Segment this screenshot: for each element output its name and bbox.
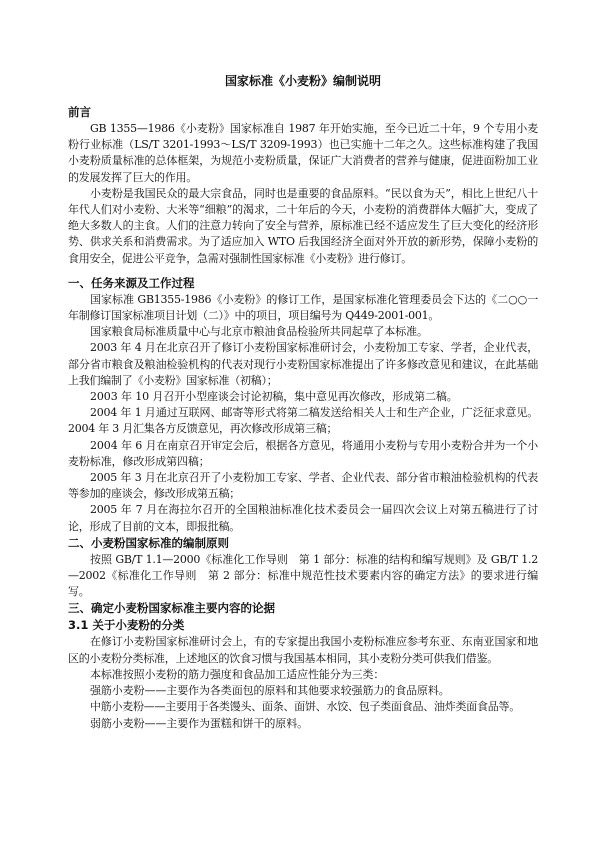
section31-paragraph-1: 在修订小麦粉国家标准研讨会上，有的专家提出我国小麦粉标准应参考东亚、东南亚国家和地区的小麦粉分类标准，上述地区的饮食习惯与我国基本相同，其小麦粉分类可供我们借鉴。 xyxy=(68,635,538,665)
section31-paragraph-4: 中筋小麦粉——主要用于各类馒头、面条、面饼、水饺、包子类面食品、油炸类面食品等。 xyxy=(90,700,520,714)
section31-heading: 3.1 关于小麦粉的分类 xyxy=(68,618,185,633)
section2-heading: 二、小麦粉国家标准的编制原则 xyxy=(68,535,229,550)
section1-paragraph-7: 2005 年 3 月在北京召开了小麦粉加工专家、学者、企业代表、部分省市粮油检验机构的代表等参加的座谈会，修改形成第五稿； xyxy=(68,471,538,501)
section1-paragraph-4: 2003 年 10 月召开小型座谈会讨论初稿，集中意见再次修改，形成第二稿。 xyxy=(90,390,458,404)
section2-paragraph-1: 按照 GB/T 1.1—2000《标准化工作导则 第 1 部分：标准的结构和编写规则》及 GB/T 1.2—2002《标准化工作导则 第 2 部分：标准中规范性技术要素内容的确定方法》的要求进行编写。 xyxy=(68,552,538,599)
section31-paragraph-5: 弱筋小麦粉——主要作为蛋糕和饼干的原料。 xyxy=(90,716,308,730)
section31-paragraph-3: 强筋小麦粉——主要作为各类面包的原料和其他要求较强筋力的食品原料。 xyxy=(90,684,450,698)
section1-paragraph-3: 2003 年 4 月在北京召开了修订小麦粉国家标准研讨会，小麦粉加工专家、学者，企业代表，部分省市粮食及粮油检验机构的代表对现行小麦粉国家标准提出了许多修改意见和建议，在此基础上我们编制了《小麦粉》国家标准（初稿）； xyxy=(68,341,538,387)
section1-paragraph-1: 国家标准 GB1355-1986《小麦粉》的修订工作，是国家标准化管理委员会下达的《二○○一年制修订国家标准项目计划（二）》中的项目，项目编号为 Q449-2001-001。 xyxy=(68,292,538,323)
section1-paragraph-5: 2004 年 1 月通过互联网、邮寄等形式将第二稿发送给相关人士和生产企业，广泛征求意见。2004 年 3 月汇集各方反馈意见，再次修改形成第三稿； xyxy=(68,406,538,436)
section1-paragraph-8: 2005 年 7 月在海拉尔召开的全国粮油标准化技术委员会一届四次会议上对第五稿进行了讨论，形成了目前的文本，即报批稿。 xyxy=(68,503,538,533)
section1-paragraph-2: 国家粮食局标准质量中心与北京市粮油食品检验所共同起草了本标准。 xyxy=(90,325,428,339)
section1-paragraph-6: 2004 年 6 月在南京召开审定会后，根据各方意见，将通用小麦粉与专用小麦粉合并为一个小麦粉标准，修改形成第四稿； xyxy=(68,438,538,468)
preface-paragraph-2: 小麦粉是我国民众的最大宗食品，同时也是重要的食品原料。“民以食为天”，相比上世纪八十年代人们对小麦粉、大米等“细粮”的渴求，二十年后的今天，小麦粉的消费群体大幅扩大，变成了绝大多数人的主食。人们的注意力转向了安全与营养，原标准已经不适应发生了巨大变化的经济形势、供求关系和消费需求。为了适应加入 WTO 后我国经济全面对外开放的新形势，保障小麦粉的食用安全，促进公平竞争，急需对强制性国家标准《小麦粉》进行修订。 xyxy=(68,186,538,265)
section1-heading: 一、任务来源及工作过程 xyxy=(68,275,195,290)
preface-paragraph-1: GB 1355—1986《小麦粉》国家标准自 1987 年开始实施，至今已近二十年，9 个专用小麦粉行业标准（LS/T 3201-1993～LS/T 3209-1993）也已实施十二年之久。这些标准构建了我国小麦粉质量标准的总体框架，为规范小麦粉质量，保证广大消费者的营养与健康，促进面粉加工业的发展发挥了巨大的作用。 xyxy=(68,122,538,184)
section3-heading: 三、确定小麦粉国家标准主要内容的论据 xyxy=(68,601,275,616)
preface-heading: 前言 xyxy=(68,105,91,119)
document-title: 国家标准《小麦粉》编制说明 xyxy=(224,74,381,88)
section31-paragraph-2: 本标准按照小麦粉的筋力强度和食品加工适应性能分为三类： xyxy=(90,667,385,681)
